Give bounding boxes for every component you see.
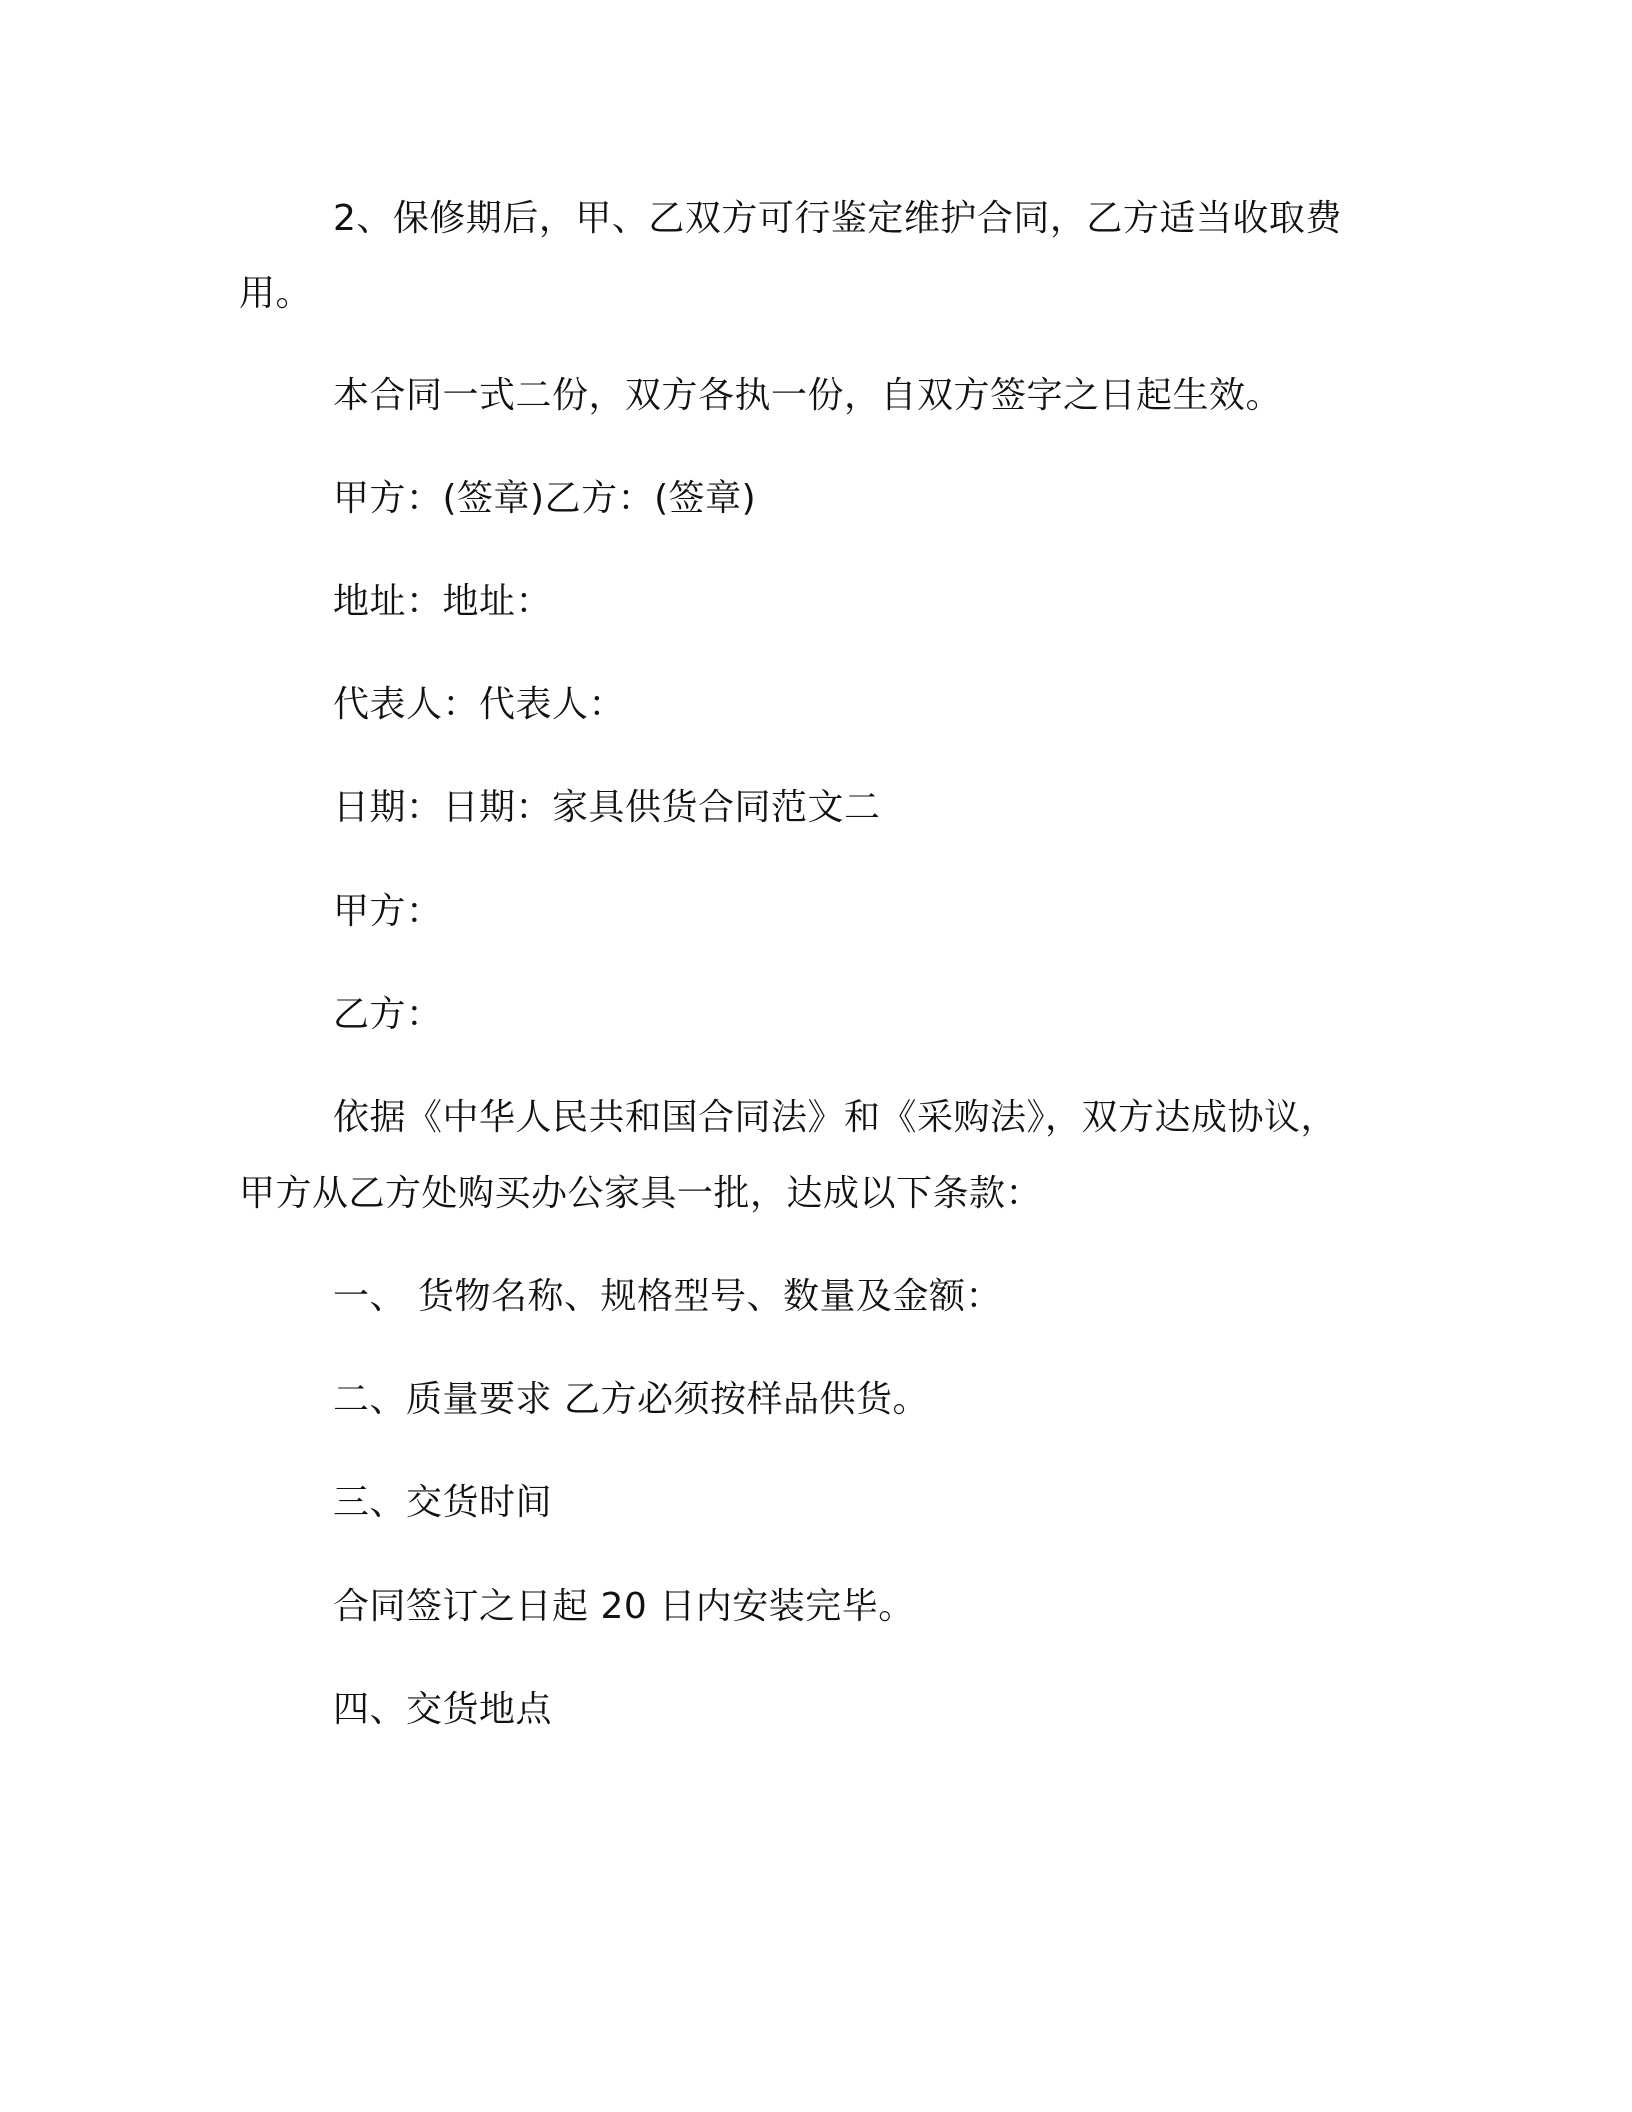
paragraph-warranty-after-line1: 2、保修期后，甲、乙双方可行鉴定维护合同，乙方适当收取费 [333, 198, 1342, 239]
clause-delivery-location: 四、交货地点 [333, 1689, 553, 1730]
paragraph-copies: 本合同一式二份，双方各执一份，自双方签字之日起生效。 [333, 375, 1283, 416]
paragraph-date-and-title: 日期：日期：家具供货合同范文二 [333, 787, 881, 828]
paragraph-basis-line1: 依据《中华人民共和国合同法》和《采购法》，双方达成协议， [333, 1097, 1338, 1138]
paragraph-delivery-days: 合同签订之日起 20 日内安装完毕。 [333, 1586, 915, 1627]
paragraph-party-a: 甲方： [333, 891, 443, 932]
clause-delivery-time: 三、交货时间 [333, 1482, 553, 1523]
paragraph-basis-line2: 甲方从乙方处购买办公家具一批，达成以下条款： [239, 1173, 1043, 1214]
paragraph-signatures: 甲方：(签章)乙方：(签章) [333, 478, 757, 519]
paragraph-warranty-after-line2: 用。 [239, 273, 313, 314]
paragraph-representative: 代表人：代表人： [333, 684, 626, 725]
paragraph-address: 地址：地址： [333, 581, 553, 622]
clause-quality: 二、质量要求 乙方必须按样品供货。 [333, 1379, 929, 1420]
paragraph-party-b: 乙方： [333, 994, 443, 1035]
clause-goods: 一、 货物名称、规格型号、数量及金额： [333, 1276, 1002, 1317]
